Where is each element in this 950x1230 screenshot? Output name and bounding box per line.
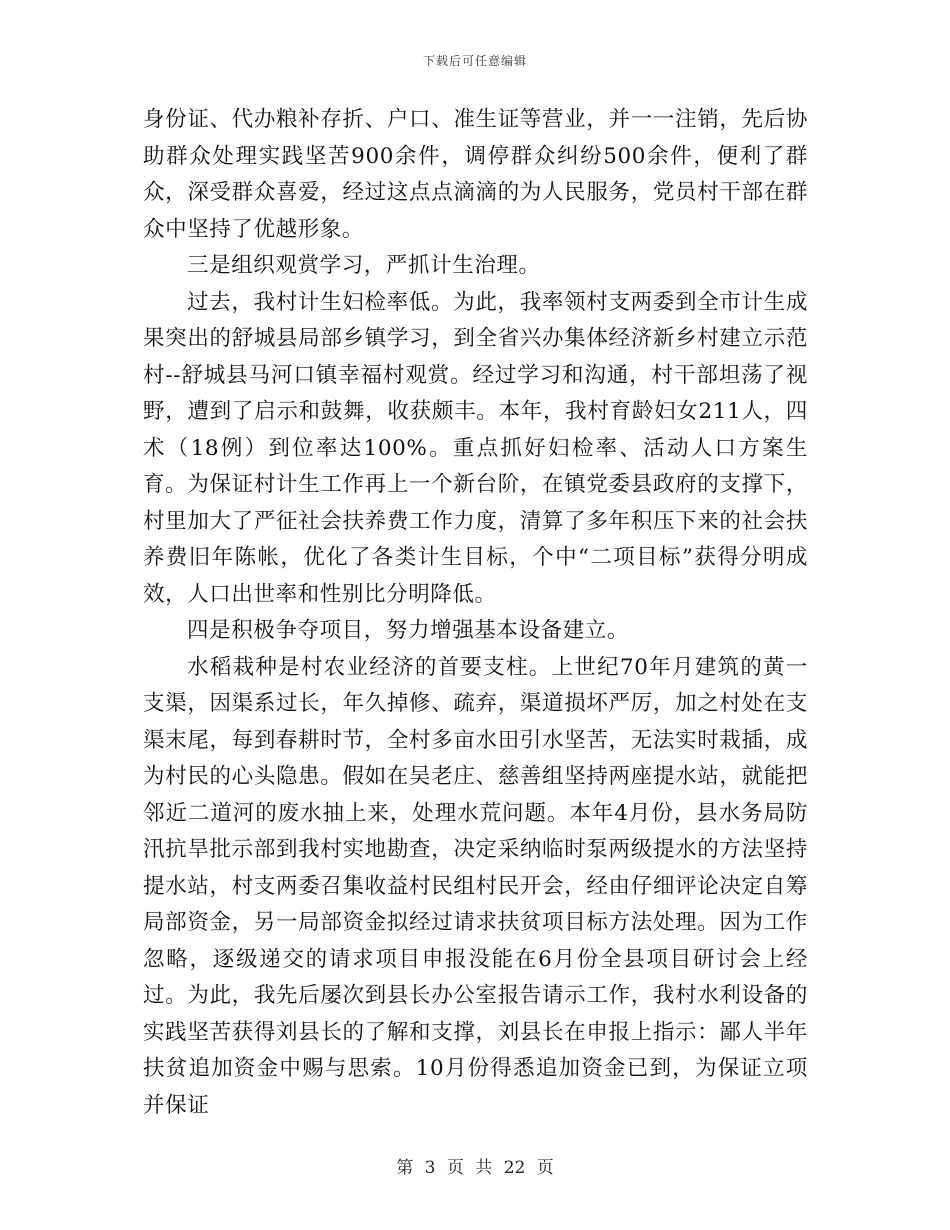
page-number-footer: 第 3 页 共 22 页 (396, 1158, 554, 1178)
paragraph-continued: 身份证、代办粮补存折、户口、准生证等营业，并一一注销，先后协助群众处理实践坚苦900余件，调停群众纠纷500余件，便利了群众，深受群众喜爱，经过这点点滴滴的为人民服务，党员村干部在群众中坚持了优越形象。 (143, 107, 808, 242)
page-header: 下载后可任意编辑 (422, 54, 527, 68)
section-heading-three: 三是组织观赏学习，严抓计生治理。 (187, 253, 541, 278)
paragraph-family-planning: 过去，我村计生妇检率低。为此，我率领村支两委到全市计生成果突出的舒城县局部乡镇学习，到全省兴办集体经济新乡村建立示范村--舒城县马河口镇幸福村观赏。经过学习和沟通，村干部坦荡了视野，遭到了启示和鼓舞，收获颇丰。本年，我村育龄妇女211人，四术（18例）到位率达100%。重点抓好妇检率、活动人口方案生育。为保证村计生工作再上一个新台阶，在镇党委县政府的支撑下，村里加大了严征社会扶养费工作力度，清算了多年积压下来的社会扶养费旧年陈帐，优化了各类计生目标，个中“二项目标”获得分明成效，人口出世率和性别比分明降低。 (143, 289, 808, 607)
document-body (143, 102, 808, 1124)
section-heading-four: 四是积极争夺项目，努力增强基本设备建立。 (187, 618, 630, 643)
paragraph-irrigation: 水稻栽种是村农业经济的首要支柱。上世纪70年月建筑的黄一支渠，因渠系过长，年久掉修、疏弃，渠道损坏严厉，加之村处在支渠末尾，每到春耕时节，全村多亩水田引水坚苦，无法实时栽插，成为村民的心头隐患。假如在吴老庄、慈善组坚持两座提水站，就能把邻近二道河的废水抽上来，处理水荒问题。本年4月份，县水务局防汛抗旱批示部到我村实地勘查，决定采纳临时泵两级提水的方法坚持提水站，村支两委召集收益村民组村民开会，经由仔细评论决定自筹局部资金，另一局部资金拟经过请求扶贫项目标方法处理。因为工作忽略，逐级递交的请求项目申报没能在6月份全县项目研讨会上经过。为此，我先后屡次到县长办公室报告请示工作，我村水利设备的实践坚苦获得刘县长的了解和支撑，刘县长在申报上指示：鄙人半年扶贫追加资金中赐与思索。10月份得悉追加资金已到，为保证立项并保证 (143, 654, 808, 1118)
